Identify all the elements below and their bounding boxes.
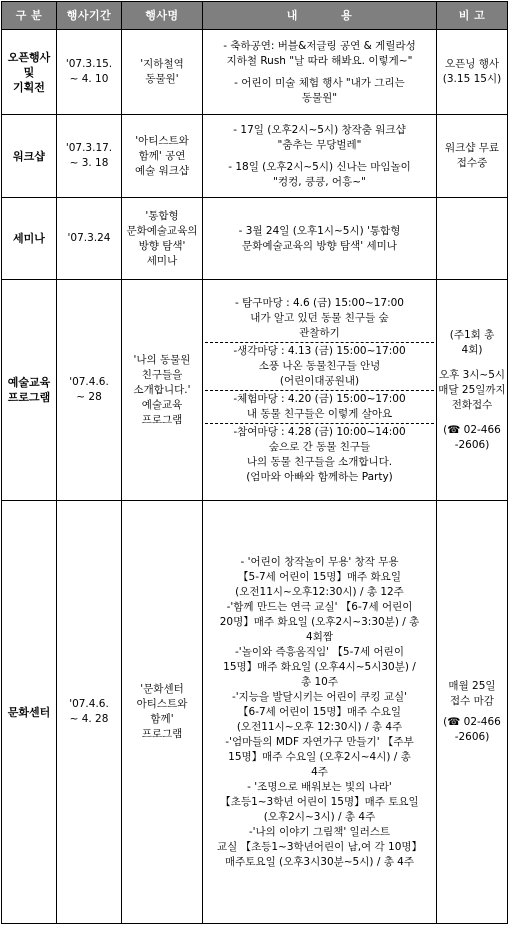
content-item	[205, 122, 434, 154]
content-line: -생각마당 : 4.13 (금) 15:00~17:00	[233, 344, 406, 357]
content-line: 동물원"	[301, 91, 338, 104]
event-name-cell	[122, 501, 203, 924]
content-line: (오전11시~오후 12:30시) / 총 4주	[236, 720, 403, 733]
event-name-text: 예술교육	[141, 398, 183, 411]
category-cell	[2, 280, 57, 501]
note-text: 오픈닝 행사	[444, 58, 500, 70]
table-row	[2, 115, 508, 198]
event-name-text: 동물원'	[145, 73, 179, 85]
content-cell	[203, 30, 437, 115]
period-cell	[57, 30, 122, 115]
content-line: (어린이대공원내)	[279, 374, 360, 387]
content-line: -'나의 이야기 그림책' 일러스트	[248, 825, 391, 838]
note-text: 매월 25일	[448, 680, 496, 692]
event-name-text: 프로그램	[141, 728, 183, 740]
content-line: "춤추는 무당벌레"	[277, 138, 362, 151]
period-cell	[57, 115, 122, 198]
note-text: (3.15 15시)	[442, 73, 502, 85]
content-line: 내가 알고 있던 동물 친구들 숲	[250, 311, 389, 324]
period-cell	[57, 198, 122, 280]
event-name-text: 함께' 공연	[138, 149, 186, 162]
event-name-text: 방향 탐색'	[138, 239, 186, 252]
table-row	[2, 198, 508, 280]
category-label: 세미나	[13, 232, 45, 245]
event-name-text: '지하철역	[140, 58, 184, 70]
header-event-name: 행사명	[122, 2, 203, 30]
note-text: 전화접수	[451, 398, 493, 411]
event-schedule-table	[1, 1, 508, 924]
content-line: 문화예술교육의 방향 탐색' 세미나	[242, 239, 397, 252]
period-text: '07.3.15.	[65, 58, 113, 70]
event-name-text: '통합형	[145, 209, 179, 222]
category-label: 기획전	[13, 80, 45, 94]
period-text: ~ 3. 18	[69, 157, 109, 169]
event-name-text: '아티스트와	[135, 134, 189, 147]
content-line: - 17일 (오후2시~5시) 창작춤 워크샵	[233, 123, 406, 136]
table-row	[2, 501, 508, 924]
event-name-text: 문화예술교육의	[126, 224, 198, 237]
content-line: (엄마와 아빠와 함께하는 Party)	[246, 470, 393, 483]
content-line: 【초등1~3학년 어린이 15명】매주 토요일	[220, 795, 419, 808]
category-label: 및	[23, 65, 35, 79]
header-category: 구 분	[2, 2, 57, 30]
note-text: 워크샵 무료	[444, 142, 500, 154]
content-line: 소풍 나온 동물친구들 안녕	[258, 359, 381, 372]
note-text: 매달 25일까지	[438, 383, 506, 396]
content-cell	[203, 115, 437, 198]
content-item	[205, 390, 434, 423]
category-cell	[2, 501, 57, 924]
event-name-cell	[122, 280, 203, 501]
note-text: -2606)	[454, 731, 490, 743]
content-line: 내 동물 친구들은 이렇게 살아요	[246, 407, 393, 420]
content-line: 관찰하기	[299, 326, 340, 339]
period-text: ~ 28	[76, 391, 102, 403]
period-text: ~ 4. 10	[69, 73, 109, 85]
content-line: 4주	[311, 765, 328, 778]
note-text: 오후 3시~5시	[438, 368, 506, 381]
period-text: '07.4.6.	[69, 376, 109, 388]
table-header-row	[2, 2, 508, 30]
category-label: 문화센터	[7, 705, 51, 719]
category-label: 프로그램	[7, 391, 51, 404]
content-line: 지하철 Rush "날 따라 해봐요. 이렇게~"	[226, 54, 413, 67]
event-name-text: 예술 워크샵	[134, 164, 190, 177]
content-line: (오후2시~3시) / 총 4주	[263, 810, 376, 823]
content-line: - 어린이 미술 체험 행사 "내가 그리는	[234, 76, 405, 89]
content-item	[205, 75, 434, 107]
event-name-text: 함께'	[150, 713, 174, 725]
note-cell	[437, 501, 508, 924]
note-cell	[437, 115, 508, 198]
content-line: -'함께 만드는 연극 교실' 【6-7세 어린이	[226, 600, 413, 613]
content-item	[205, 554, 434, 871]
note-text: (☎ 02-466	[443, 716, 501, 728]
content-line: 【6-7세 어린이 15명】매주 수요일	[238, 705, 401, 718]
period-text: ~ 4. 28	[69, 713, 109, 725]
content-line: 15명】매주 수요일 (오후2시~4시) / 총	[228, 750, 411, 763]
category-label: 워크샵	[13, 149, 45, 163]
content-item	[205, 159, 434, 191]
content-line: 총 10주	[301, 675, 338, 688]
period-text: '07.3.24	[67, 232, 111, 244]
content-cell	[203, 198, 437, 280]
content-line: -체험마당 : 4.20 (금) 15:00~17:00	[233, 392, 406, 405]
content-item	[205, 295, 434, 342]
event-name-text: '나의 동물원	[133, 353, 191, 366]
content-line: 나의 동물 친구들을 소개합니다.	[246, 455, 393, 468]
content-item	[205, 38, 434, 70]
content-line: - 탐구마당 : 4.6 (금) 15:00~17:00	[235, 296, 404, 309]
content-line: - 3월 24일 (오후1시~5시) '통합형	[238, 224, 401, 237]
event-name-cell	[122, 115, 203, 198]
period-cell	[57, 280, 122, 501]
event-name-text: 친구들을	[141, 368, 183, 381]
note-text: (☎ 02-466	[443, 423, 501, 436]
content-line: 숲으로 간 동물 친구들	[268, 440, 371, 453]
note-cell	[437, 198, 508, 280]
content-line: - '조명으로 배워보는 빛의 나라'	[247, 780, 392, 793]
period-text: '07.3.17.	[65, 142, 113, 154]
category-label: 예술교육	[7, 376, 51, 389]
table-row	[2, 280, 508, 501]
table-row	[2, 30, 508, 115]
note-cell	[437, 30, 508, 115]
header-note: 비 고	[437, 2, 508, 30]
content-line: -'엄마들의 MDF 자연가구 만들기' 【주부	[225, 735, 414, 748]
content-item	[205, 342, 434, 390]
note-cell	[437, 280, 508, 501]
event-name-text: 아티스트와	[136, 698, 188, 710]
content-line: "컹컹, 킁킁, 어흥~"	[273, 175, 366, 188]
content-line: - 18일 (오후2시~5시) 신나는 마임놀이	[228, 160, 411, 173]
event-name-cell	[122, 30, 203, 115]
content-cell	[203, 501, 437, 924]
category-cell	[2, 198, 57, 280]
content-line: 15명】매주 화요일 (오후4시~5시30분) /	[223, 660, 416, 673]
period-cell	[57, 501, 122, 924]
content-line: 【5-7세 어린이 15명】매주 화요일	[238, 570, 401, 583]
note-text: (주1회 총	[449, 328, 495, 341]
content-line: (오전11시~오후12:30시) / 총 12주	[235, 585, 404, 598]
category-cell	[2, 30, 57, 115]
category-label: 오픈행사	[7, 50, 51, 64]
content-cell	[203, 280, 437, 501]
content-line: -'놀이와 즉흥움직임' 【5-7세 어린이	[235, 645, 404, 658]
note-text: 접수 마감	[450, 695, 494, 707]
content-item	[205, 423, 434, 486]
header-period: 행사기간	[57, 2, 122, 30]
content-line: 4회짬	[306, 630, 333, 643]
content-line: -'지능을 발달시키는 어린이 쿠킹 교실'	[231, 690, 408, 703]
period-text: '07.4.6.	[69, 698, 109, 710]
note-text: 접수중	[456, 157, 488, 169]
content-line: - '어린이 창작놀이 무용' 창작 무용	[240, 555, 399, 568]
note-text: 4회)	[461, 343, 483, 356]
note-text: -2606)	[454, 438, 490, 451]
content-line: 교실 【초등1~3학년어린이 남,여 각 10명】	[216, 840, 423, 853]
event-name-text: 세미나	[146, 254, 178, 267]
category-cell	[2, 115, 57, 198]
content-line: 20명】매주 화요일 (오후2시~3:30분) / 총	[219, 615, 420, 628]
content-line: 매주토요일 (오후3시30분~5시) / 총 4주	[225, 855, 414, 868]
content-line: - 축하공연: 버블&저글링 공연 & 게릴라성	[223, 39, 416, 52]
content-item	[205, 223, 434, 255]
event-name-text: '문화센터	[140, 683, 184, 695]
content-line: -참여마당 : 4.28 (금) 10:00~14:00	[233, 425, 406, 438]
event-name-cell	[122, 198, 203, 280]
event-name-text: 소개합니다.'	[133, 383, 191, 396]
header-content: 내 용	[203, 2, 437, 30]
event-name-text: 프로그램	[141, 413, 183, 426]
